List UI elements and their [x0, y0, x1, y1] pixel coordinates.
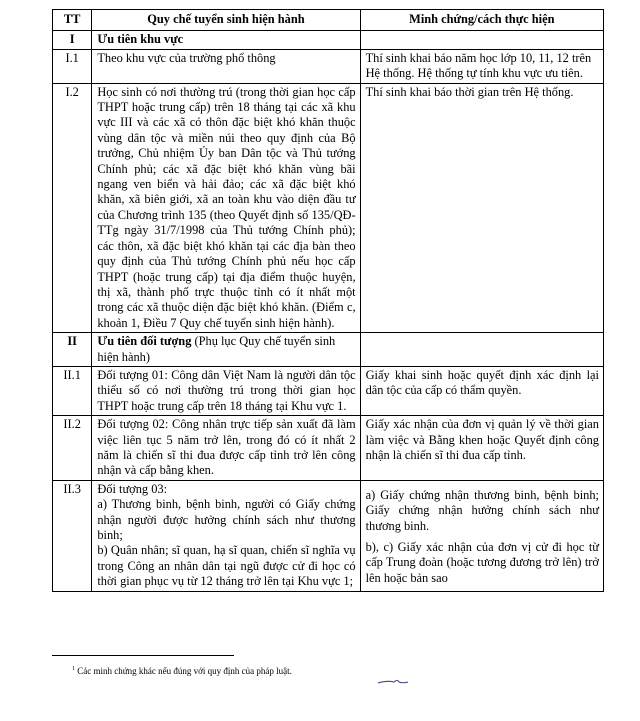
table-row	[53, 31, 604, 49]
row-number: I.2	[53, 83, 92, 333]
table-row	[53, 366, 604, 415]
header-quy-che: Quy chế tuyển sinh hiện hành	[92, 10, 360, 31]
table-row	[53, 83, 604, 333]
row-evidence	[360, 31, 603, 49]
footnote	[72, 663, 292, 677]
table-row	[53, 333, 604, 367]
row-evidence: Giấy khai sinh hoặc quyết định xác định lại dân tộc của cấp có thẩm quyền.	[360, 366, 603, 415]
requirements-table	[52, 9, 604, 592]
row-regulation: Đối tượng 01: Công dân Việt Nam là người dân tộc thiểu số có nơi thường trú trong thời gian học THPT hoặc trung cấp trên 18 tháng tại Khu vực 1.	[92, 366, 360, 415]
section-heading	[92, 333, 360, 367]
regulation-title: Đối tượng 03:	[97, 481, 168, 496]
header-tt: TT	[53, 10, 92, 31]
handwritten-initial-mark	[376, 676, 410, 688]
header-minh-chung: Minh chứng/cách thực hiện	[360, 10, 603, 31]
regulation-item-a: a) Thương binh, bệnh binh, người có Giấy chứng nhận người được hưởng chính sách như thương binh;	[97, 497, 356, 542]
row-evidence	[360, 333, 603, 367]
row-regulation: Theo khu vực của trường phổ thông	[92, 49, 360, 83]
row-regulation: Học sinh có nơi thường trú (trong thời gian học cấp THPT hoặc trung cấp) trên 18 tháng tại các xã khu vực III và các xã có thôn đặc biệt khó khăn thuộc vùng dân tộc và miền núi theo quy định của Bộ trưởng, Chủ nhiệm Ủy ban Dân tộc và Thủ tướng Chính phủ; các xã đặc biệt khó khăn vùng bãi ngang ven biển và hải đảo; các xã đặc biệt khó khăn, xã biên giới, xã an toàn khu vào diện đầu tư của Chương trình 135 (theo Quyết định số 135/QĐ-TTg ngày 31/7/1998 của Thủ tướng Chính phủ); các thôn, xã đặc biệt khó khăn tại các địa bàn theo quy định của Thủ tướng Chính phủ nếu học cấp THPT (hoặc trung cấp) tại địa điểm thuộc huyện, thị xã, thành phố trực thuộc tỉnh có ít nhất một trong các xã thuộc diện đặc biệt khó khăn. (Điểm c, khoản 1, Điều 7 Quy chế tuyển sinh hiện hành).	[92, 83, 360, 333]
row-number: I	[53, 31, 92, 49]
regulation-item-b: b) Quân nhân; sĩ quan, hạ sĩ quan, chiến sĩ nghĩa vụ trong Công an nhân dân tại ngũ được cử đi học có thời gian phục vụ từ 12 tháng trở lên tại Khu vực 1;	[97, 543, 356, 589]
row-number: I.1	[53, 49, 92, 83]
row-evidence: Thí sinh khai báo năm học lớp 10, 11, 12 trên Hệ thống. Hệ thống tự tính khu vực ưu tiên.	[360, 49, 603, 83]
section-heading-note: (Phụ lục Quy chế tuyển sinh hiện hành)	[97, 334, 336, 364]
table-row	[53, 49, 604, 83]
footnote-divider	[52, 655, 234, 656]
footnote-text: Các minh chứng khác nếu đúng với quy định của pháp luật.	[77, 666, 292, 676]
row-number: II.3	[53, 480, 92, 591]
table-row	[53, 416, 604, 481]
row-number: II.1	[53, 366, 92, 415]
table-header-row	[53, 10, 604, 31]
evidence-item-bc: b), c) Giấy xác nhận của đơn vị cử đi học từ cấp Trung đoàn (hoặc tương đương trở lên) trở lên hoặc bản sao	[365, 540, 599, 585]
row-number: II.2	[53, 416, 92, 481]
table-row	[53, 480, 604, 591]
row-regulation: Đối tượng 02: Công nhân trực tiếp sản xuất đã làm việc liên tục 5 năm trở lên, trong đó có ít nhất 2 năm là chiến sĩ thi đua được cấp tỉnh trở lên công nhận và cấp bằng khen.	[92, 416, 360, 481]
row-evidence: Thí sinh khai báo thời gian trên Hệ thống.	[360, 83, 603, 333]
row-regulation	[92, 480, 360, 591]
footnote-marker: 1	[72, 666, 75, 672]
evidence-item-a: a) Giấy chứng nhận thương binh, bệnh binh; Giấy chứng nhận hưởng chính sách như thương binh.	[365, 487, 599, 533]
row-number: II	[53, 333, 92, 367]
section-heading-bold: Ưu tiên đối tượng	[97, 334, 192, 349]
row-evidence: Giấy xác nhận của đơn vị quản lý về thời gian làm việc và Bằng khen hoặc Quyết định công nhận là chiến sĩ thi đua cấp tỉnh.	[360, 416, 603, 481]
section-heading: Ưu tiên khu vực	[92, 31, 360, 49]
row-evidence	[360, 480, 603, 591]
